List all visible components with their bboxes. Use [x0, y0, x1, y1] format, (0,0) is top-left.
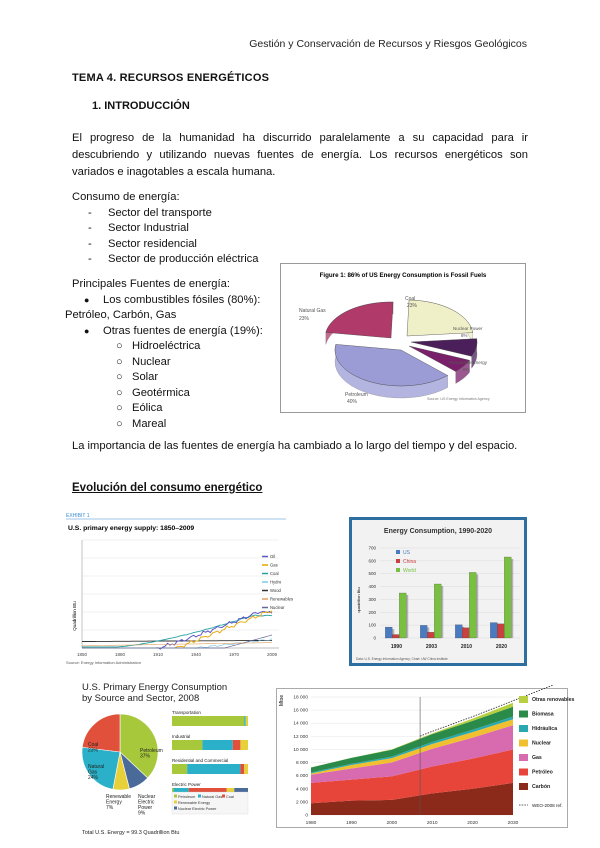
legend-swatch	[519, 754, 528, 761]
bar-source: Data: U.S. Energy Information Agency; Chart: UW China Institute	[356, 657, 448, 661]
legend-swatch	[396, 550, 400, 554]
legend-swatch	[519, 740, 528, 747]
legend-swatch	[519, 783, 528, 790]
bar-world	[434, 584, 441, 638]
line-renewables	[82, 643, 272, 646]
bar-shadow	[441, 586, 443, 638]
legend-label: Hidráulica	[532, 726, 558, 732]
bar-world	[469, 572, 476, 638]
legend-swatch	[396, 568, 400, 572]
pie-label: Nuclear	[138, 794, 156, 800]
bar-us	[420, 625, 427, 638]
consumo-block	[72, 190, 259, 268]
sector-bar-segment	[233, 740, 241, 750]
x-tick-label: 1940	[190, 652, 202, 657]
pie-slice-natural-gas	[326, 302, 393, 338]
legend-label: WEO-2008 ref.	[532, 803, 563, 808]
y-tick-label: 16 000	[293, 708, 308, 714]
pct-nuclear: 8%	[461, 333, 468, 338]
fosiles-label: Los combustibles fósiles (80%):	[103, 293, 261, 306]
pie-slice-nuclear-power	[411, 339, 477, 357]
y-tick-label: 6 000	[295, 774, 308, 780]
area-svg	[277, 689, 575, 827]
world-energy-area-figure	[276, 688, 575, 828]
fuentes-list	[65, 293, 282, 340]
bar-us	[490, 623, 497, 638]
bar-shadow	[476, 574, 478, 638]
y-tick-label: 2 000	[295, 800, 308, 806]
us-energy-supply-figure	[62, 508, 294, 668]
x-tick-label: 2010	[426, 821, 438, 826]
sector-footer: Total U.S. Energy = 99.3 Quadrillion Btu	[82, 830, 180, 836]
x-tick-label: 1880	[114, 652, 126, 657]
y-tick-label: 0	[373, 635, 376, 641]
y-tick-label: 18 000	[293, 695, 308, 701]
pie-label: Electric	[138, 799, 155, 806]
sector-label: Residential and Commercial	[172, 758, 229, 763]
bar-ylabel: quadrillion Btu	[356, 587, 361, 613]
pie-label: Coal	[88, 742, 99, 748]
sector-bar-segment	[246, 716, 248, 726]
list-item	[84, 324, 282, 340]
bar-us	[385, 627, 392, 638]
legend-label: Oil	[270, 554, 276, 559]
legend-label: Hydro	[270, 579, 282, 585]
list-item: ○ Geotérmica	[116, 386, 282, 402]
sector-label: Industrial	[172, 734, 191, 739]
x-tick-label: 2003	[425, 644, 438, 650]
pie-label: Energy	[106, 799, 122, 806]
legend-swatch	[519, 696, 528, 703]
pie-pct: 37%	[140, 753, 151, 760]
legend-swatch	[198, 795, 201, 798]
y-tick-label: 8 000	[295, 761, 308, 767]
bar-world	[504, 557, 511, 638]
pie-pct: 23%	[88, 747, 99, 754]
y-tick-label: 12 000	[293, 734, 308, 740]
intro-paragraph: El progreso de la humanidad ha discurrido paralelamente a su capacidad para ir descubriendo y utilizando nuevas fuentes de energía. Los recursos energéticos son variados e inagotables a escala humana.	[72, 132, 528, 178]
bar-us	[455, 625, 462, 638]
y-tick-label: 700	[368, 545, 376, 551]
y-tick-label: 300	[368, 596, 376, 602]
line-ylabel: Quadrillion Btu	[72, 601, 77, 631]
page-header: Gestión y Conservación de Recursos y Riesgos Geológicos	[249, 38, 527, 50]
legend-label: Nuclear Electric Power	[178, 807, 217, 811]
bar-china	[392, 635, 399, 638]
pie-label: Renewable	[106, 794, 132, 800]
pie-label: Gas	[88, 769, 98, 776]
list-item: - Sector residencial	[88, 237, 259, 253]
pie-title: Figure 1: 86% of US Energy Consumption is Fossil Fuels	[319, 272, 487, 279]
y-tick-label: 4 000	[295, 787, 308, 793]
bar-world	[399, 593, 406, 638]
legend-swatch	[174, 795, 177, 798]
fossil-fuels-pie-figure	[280, 263, 526, 413]
legend-label: World	[403, 568, 416, 574]
x-tick-label: 2020	[495, 644, 508, 650]
sector-bar-segment	[240, 740, 248, 750]
legend-swatch	[396, 559, 400, 563]
legend-swatch	[174, 801, 177, 804]
x-tick-label: 1990	[346, 821, 357, 826]
legend-label: Otras renovables	[532, 697, 575, 703]
y-tick-label: 400	[368, 584, 376, 590]
y-tick-label: 14 000	[293, 721, 308, 727]
list-item: ○ Eólica	[116, 401, 282, 417]
pie-label: Natural	[88, 764, 105, 770]
list-item: ○ Solar	[116, 370, 282, 386]
consumo-list	[88, 206, 259, 268]
list-item: ○ Mareal	[116, 417, 282, 433]
legend-label: Renewables	[270, 596, 294, 602]
fuentes-block	[65, 277, 282, 432]
sector-title-2: by Source and Sector, 2008	[82, 693, 200, 704]
sector-bar-segment	[172, 716, 244, 726]
x-tick-label: 1990	[390, 644, 403, 650]
y-tick-label: 100	[368, 622, 376, 628]
legend-label: Renewable Energy	[178, 801, 211, 805]
sector-bar-segment	[244, 716, 246, 726]
line-title: U.S. primary energy supply: 1850–2009	[68, 525, 195, 532]
evolution-heading: Evolución del consumo energético	[72, 482, 263, 494]
legend-swatch	[222, 795, 225, 798]
x-tick-label: 2030	[507, 821, 519, 826]
legend-label: Gas	[532, 755, 542, 761]
legend-label: Carbón	[532, 784, 551, 790]
label-nuclear: Nuclear Power	[453, 326, 483, 331]
legend-label: China	[403, 559, 417, 565]
legend-swatch	[174, 807, 177, 810]
line-svg	[62, 508, 294, 668]
x-tick-label: 1980	[305, 821, 317, 826]
area-ylabel: Mtoe	[279, 694, 285, 706]
importance-paragraph: La importancia de las fuentes de energía ha cambiado a lo largo del tiempo y del espacio.	[72, 440, 518, 452]
bar-china	[497, 624, 504, 638]
sector-label: Transportation	[172, 710, 201, 715]
list-item: ○ Hidroeléctrica	[116, 339, 282, 355]
sector-bar-segment	[172, 740, 202, 750]
x-tick-label: 2000	[386, 821, 398, 826]
legend-swatch	[519, 769, 528, 776]
pct-natural-gas: 23%	[299, 316, 310, 322]
legend-label: US	[403, 550, 410, 556]
consumo-title: Consumo de energía:	[72, 191, 180, 203]
sector-bar-segment	[240, 764, 244, 774]
x-tick-label: 2020	[467, 821, 478, 826]
otras-list	[116, 339, 282, 432]
pie-svg	[281, 264, 525, 412]
x-tick-label: 2009	[266, 652, 278, 657]
legend-label: Coal	[226, 795, 234, 799]
list-item: - Sector del transporte	[88, 206, 259, 222]
chapter-title: TEMA 4. RECURSOS ENERGÉTICOS	[72, 72, 270, 84]
line-gas	[82, 611, 272, 648]
bar-svg	[352, 520, 524, 663]
pie-pct: 9%	[138, 810, 146, 817]
bar-shadow	[406, 595, 408, 638]
pie-label: Power	[138, 805, 153, 811]
otras-label: Otras fuentes de energía (19%):	[103, 324, 263, 337]
label-natural-gas: Natural Gas	[299, 308, 326, 314]
label-renewable: Renewable Energy	[449, 360, 488, 365]
list-item: ○ Nuclear	[116, 355, 282, 371]
legend-label: Biomasa	[532, 711, 554, 718]
bar-shadow	[511, 559, 513, 638]
pie-pct: 24%	[88, 775, 99, 781]
legend-label: Natural Gas	[202, 795, 223, 799]
pct-renewable: 6%	[463, 367, 470, 372]
legend-label: Nuclear	[532, 740, 552, 747]
sector-bar-segment	[202, 740, 232, 750]
label-petroleum: Petroleum	[345, 392, 368, 398]
legend-label: Petróleo	[532, 769, 553, 776]
pie-source: Source: US Energy Information Agency	[427, 397, 490, 401]
legend-label: Coal	[270, 571, 279, 576]
sector-label: Electric Power	[172, 782, 201, 787]
x-tick-label: 1850	[76, 652, 88, 657]
label-coal: Coal	[405, 296, 416, 302]
list-item: - Sector de producción eléctrica	[88, 252, 259, 268]
exhibit-label: EXHIBIT 1	[66, 513, 90, 519]
energy-consumption-figure	[349, 517, 527, 666]
line-source: Source: Energy Information Administration	[66, 660, 141, 665]
legend-swatch	[519, 725, 528, 732]
y-tick-label: 0	[305, 813, 308, 819]
section-heading: 1. INTRODUCCIÓN	[92, 100, 190, 112]
bar-title: Energy Consumption, 1990-2020	[383, 528, 493, 535]
sector-svg	[80, 680, 264, 840]
legend-label: Gas	[270, 562, 278, 568]
pct-coal: 23%	[407, 303, 418, 309]
sector-bar-segment	[172, 764, 187, 774]
list-item	[65, 293, 282, 324]
list-item: - Sector Industrial	[88, 221, 259, 237]
sector-title: U.S. Primary Energy Consumption	[82, 682, 228, 693]
fosiles-sub: Petróleo, Carbón, Gas	[65, 309, 177, 321]
legend-label: Wood	[270, 588, 281, 593]
y-tick-label: 200	[368, 609, 376, 615]
x-tick-label: 1910	[152, 652, 164, 657]
sector-bar-segment	[244, 764, 248, 774]
x-tick-label: 2010	[460, 644, 473, 650]
y-tick-label: 500	[368, 571, 376, 577]
y-tick-label: 600	[368, 558, 376, 564]
bar-china	[462, 628, 469, 638]
fuentes-title: Principales Fuentes de energía:	[72, 278, 230, 290]
legend-label: Petroleum	[178, 795, 196, 799]
source-sector-figure	[80, 680, 264, 840]
legend-swatch	[519, 711, 528, 718]
pie-label: Petroleum	[140, 748, 163, 754]
pie-pct: 7%	[106, 805, 114, 811]
pct-petroleum: 40%	[347, 399, 358, 405]
y-tick-label: 10 000	[293, 747, 308, 753]
x-tick-label: 1970	[228, 652, 240, 657]
legend-label: Nuclear	[270, 605, 285, 610]
sector-bar-segment	[187, 764, 240, 774]
bar-china	[427, 632, 434, 638]
